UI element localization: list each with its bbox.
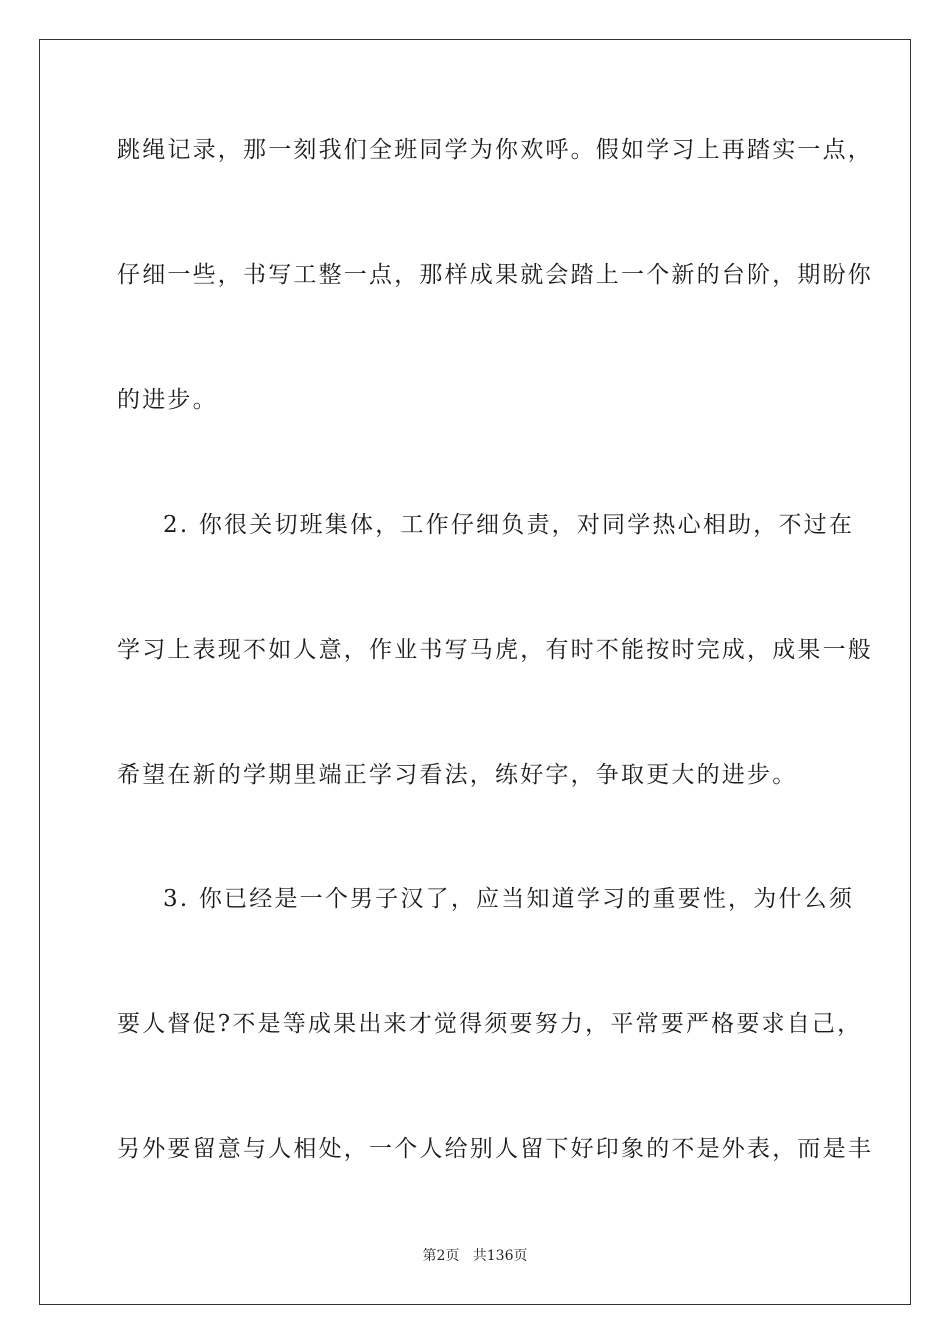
text-line-3: 的进步。 — [117, 387, 218, 413]
text-line-4: 2. 你很关切班集体，工作仔细负责，对同学热心相助，不过在 — [163, 512, 855, 538]
text-line-9: 另外要留意与人相处，一个人给别人留下好印象的不是外表，而是丰 — [117, 1136, 873, 1162]
text-line-7: 3. 你已经是一个男子汉了，应当知道学习的重要性，为什么须 — [163, 886, 855, 912]
text-line-2: 仔细一些，书写工整一点，那样成果就会踏上一个新的台阶，期盼你 — [117, 262, 873, 288]
page-total: 共136页 — [472, 1248, 528, 1264]
text-line-6: 希望在新的学期里端正学习看法，练好字，争取更大的进步。 — [117, 762, 798, 788]
page-number: 第2页 — [422, 1248, 460, 1264]
text-line-8: 要人督促?不是等成果出来才觉得须要努力，平常要严格要求自己， — [117, 1011, 863, 1037]
text-line-5: 学习上表现不如人意，作业书写马虎，有时不能按时完成，成果一般 — [117, 637, 873, 663]
page-footer — [0, 1246, 950, 1266]
text-line-1: 跳绳记录，那一刻我们全班同学为你欢呼。假如学习上再踏实一点， — [117, 137, 873, 163]
page-border — [39, 39, 911, 1305]
